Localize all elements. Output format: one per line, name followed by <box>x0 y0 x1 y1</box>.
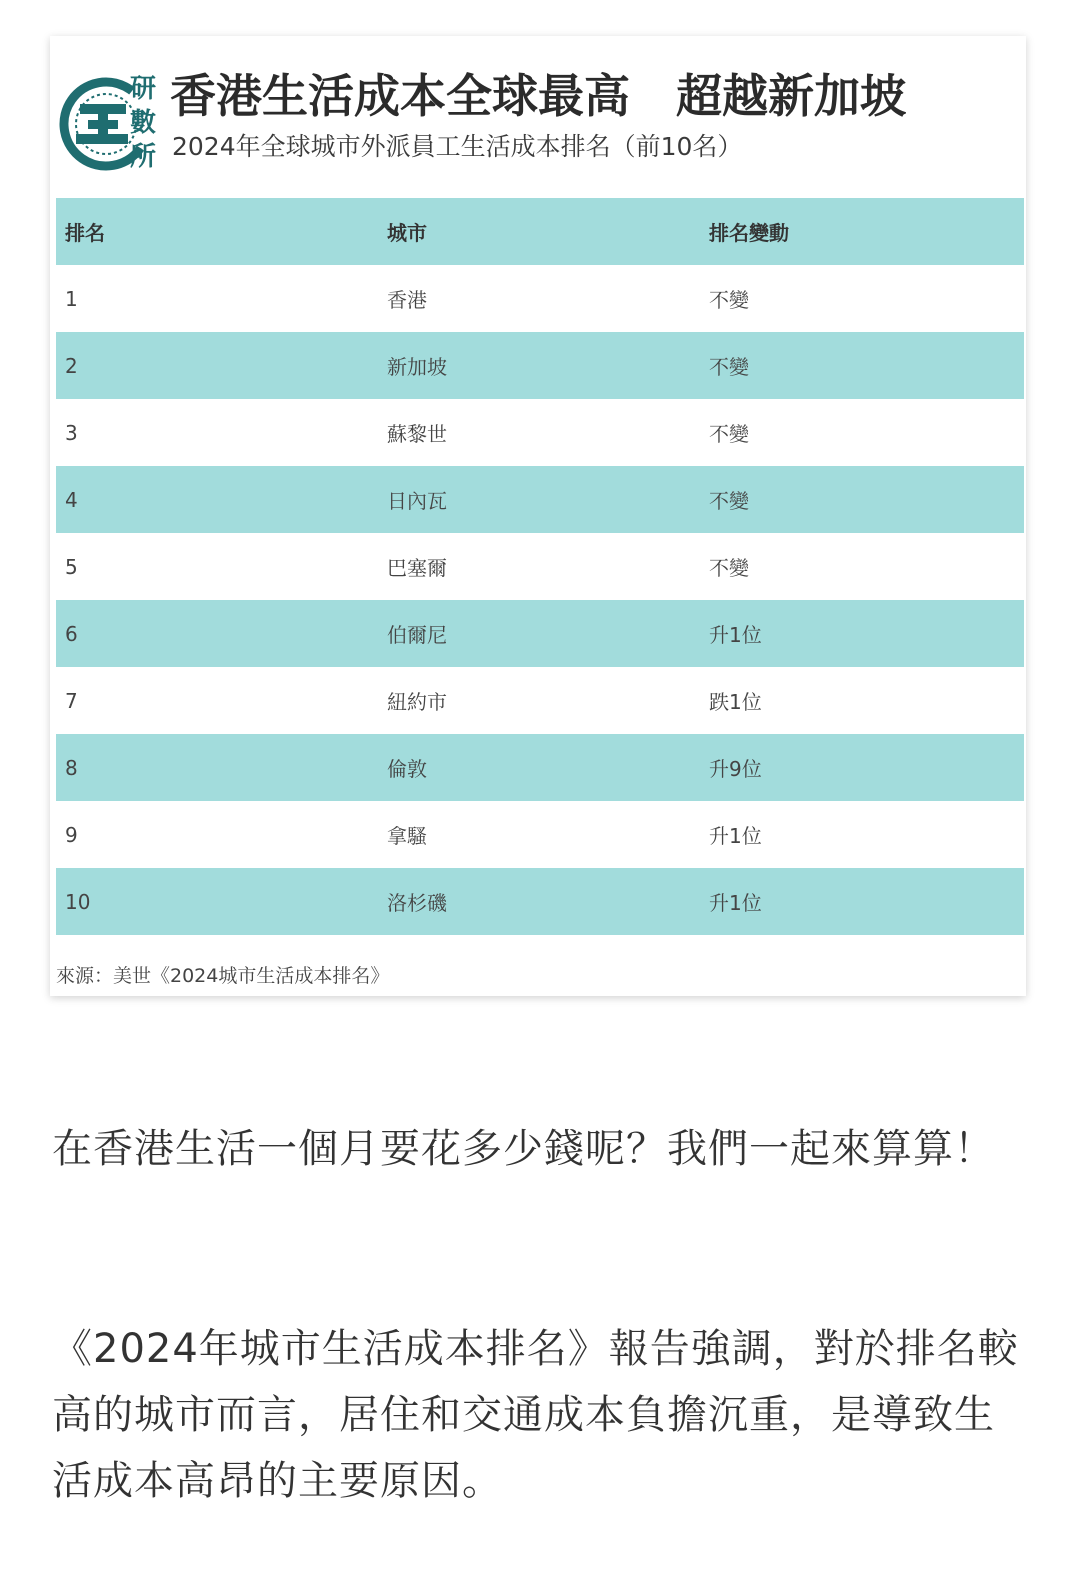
logo-char: 研 <box>129 74 156 104</box>
article-paragraph-2: 《2024年城市生活成本排名》報告強調，對於排名較高的城市而言，居住和交通成本負擔沉重，是導致生活成本高昂的主要原因。 <box>52 1326 1019 1504</box>
title-part-2: 超越新加坡 <box>676 69 906 123</box>
infographic-title <box>170 66 906 126</box>
change-cell: 跌1位 <box>709 690 762 714</box>
table-row <box>56 868 1024 935</box>
city-cell: 香港 <box>387 288 427 312</box>
table-row <box>56 466 1024 533</box>
rank-cell: 3 <box>65 420 78 445</box>
header-city: 城市 <box>387 221 427 245</box>
city-cell: 新加坡 <box>387 355 447 379</box>
infographic-card <box>50 36 1026 996</box>
source-note: 來源：美世《2024城市生活成本排名》 <box>56 965 390 987</box>
header-rank: 排名 <box>65 221 105 245</box>
header-rank-change: 排名變動 <box>709 221 789 245</box>
table-row <box>56 734 1024 801</box>
change-cell: 不變 <box>709 556 749 580</box>
title-part-1: 香港生活成本全球最高 <box>170 69 630 123</box>
change-cell: 升9位 <box>709 757 762 781</box>
change-cell: 升1位 <box>709 891 762 915</box>
rank-cell: 8 <box>65 755 78 780</box>
table-row <box>56 667 1024 734</box>
table-header-row <box>56 198 1024 265</box>
change-cell: 不變 <box>709 489 749 513</box>
rank-cell: 2 <box>65 353 78 378</box>
table-row <box>56 533 1024 600</box>
table-row <box>56 332 1024 399</box>
rank-cell: 9 <box>65 822 78 847</box>
rank-cell: 10 <box>65 889 91 914</box>
infographic-subtitle: 2024年全球城市外派員工生活成本排名（前10名） <box>172 132 743 161</box>
table-row <box>56 801 1024 868</box>
city-cell: 巴塞爾 <box>387 556 447 580</box>
table-row <box>56 600 1024 667</box>
change-cell: 不變 <box>709 422 749 446</box>
infographic-header <box>50 36 1026 196</box>
rank-cell: 7 <box>65 688 78 713</box>
rank-cell: 4 <box>65 487 78 512</box>
change-cell: 升1位 <box>709 623 762 647</box>
city-cell: 拿騷 <box>387 824 427 848</box>
city-cell: 日內瓦 <box>387 489 447 513</box>
logo-char: 所 <box>129 142 156 172</box>
logo-text <box>126 72 160 174</box>
table-row <box>56 265 1024 332</box>
city-cell: 伯爾尼 <box>387 623 447 647</box>
change-cell: 不變 <box>709 355 749 379</box>
change-cell: 升1位 <box>709 824 762 848</box>
change-cell: 不變 <box>709 288 749 312</box>
city-cell: 蘇黎世 <box>387 422 447 446</box>
article-paragraph-1: 在香港生活一個月要花多少錢呢？我們一起來算算！ <box>52 1126 995 1172</box>
rank-cell: 5 <box>65 554 78 579</box>
ranking-table <box>56 198 1024 935</box>
logo-char: 數 <box>129 108 156 138</box>
table-row <box>56 399 1024 466</box>
city-cell: 倫敦 <box>387 757 427 781</box>
city-cell: 洛杉磯 <box>387 891 447 915</box>
rank-cell: 6 <box>65 621 78 646</box>
city-cell: 紐約市 <box>387 690 447 714</box>
rank-cell: 1 <box>65 286 78 311</box>
